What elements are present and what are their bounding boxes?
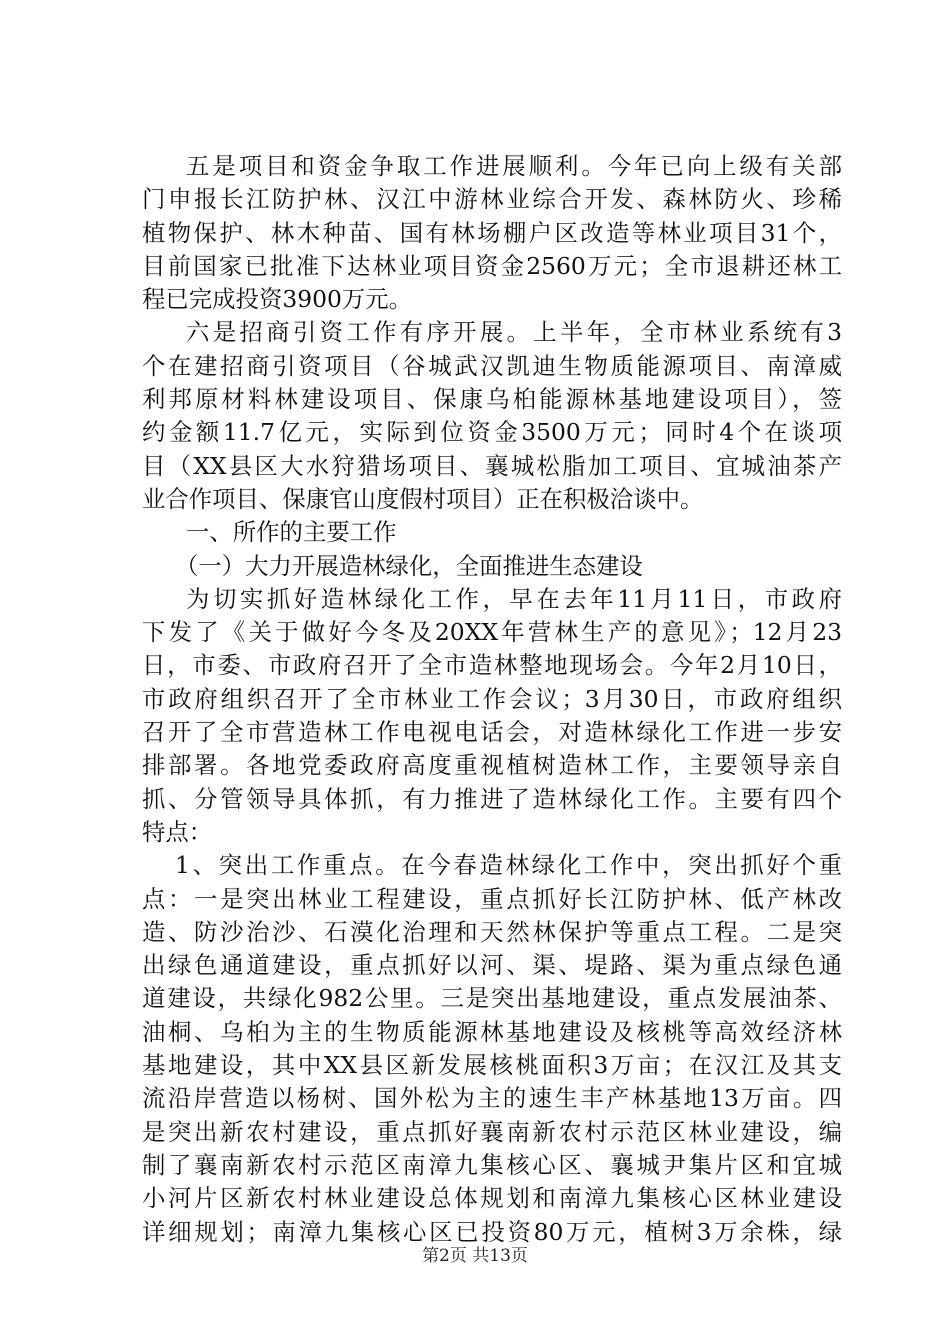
paragraph-line: 抓、分管领导具体抓，有力推进了造林绿化工作。主要有四个 <box>142 784 842 813</box>
paragraph-line: 造、防沙治沙、石漠化治理和天然林保护等重点工程。二是突 <box>142 917 842 946</box>
paragraph-line: 市政府组织召开了全市林业工作会议；3月30日，市政府组织 <box>142 684 842 713</box>
paragraph-line: 召开了全市营造林工作电视电话会，对造林绿化工作进一步安 <box>142 718 842 747</box>
document-body <box>142 150 842 1249</box>
paragraph-line: 详细规划；南漳九集核心区已投资80万元，植树3万余株，绿 <box>142 1217 842 1246</box>
section-heading: 一、所作的主要工作 <box>186 518 397 547</box>
subsection-heading: （一）大力开展造林绿化，全面推进生态建设 <box>175 551 643 580</box>
paragraph-line: 目（XX县区大水狩猎场项目、襄城松脂加工项目、宜城油茶产 <box>142 451 842 480</box>
paragraph-line: 道建设，共绿化982公里。三是突出基地建设，重点发展油茶、 <box>142 984 842 1013</box>
paragraph-line: 下发了《关于做好今冬及20XX年营林生产的意见》；12月23 <box>142 618 842 647</box>
paragraph-line: 个在建招商引资项目（谷城武汉凯迪生物质能源项目、南漳威 <box>142 351 842 380</box>
paragraph-line: 目前国家已批准下达林业项目资金2560万元；全市退耕还林工 <box>142 251 842 280</box>
paragraph-line: 日，市委、市政府召开了全市造林整地现场会。今年2月10日， <box>142 651 842 680</box>
paragraph-line: 特点： <box>142 817 213 846</box>
paragraph-line: 利邦原材料林建设项目、保康乌桕能源林基地建设项目），签 <box>142 385 842 414</box>
page-footer: 第2页 共13页 <box>422 1246 528 1266</box>
paragraph-line: 基地建设，其中XX县区新发展核桃面积3万亩；在汉江及其支 <box>142 1051 842 1080</box>
paragraph-line: 制了襄南新农村示范区南漳九集核心区、襄城尹集片区和宜城 <box>142 1150 842 1179</box>
paragraph-line: 门申报长江防护林、汉江中游林业综合开发、森林防火、珍稀 <box>142 185 842 214</box>
paragraph-line: 点：一是突出林业工程建设，重点抓好长江防护林、低产林改 <box>142 884 842 913</box>
paragraph-line: 植物保护、林木种苗、国有林场棚户区改造等林业项目31个， <box>142 218 842 247</box>
paragraph-line: 小河片区新农村林业建设总体规划和南漳九集核心区林业建设 <box>142 1184 842 1213</box>
paragraph-line: 业合作项目、保康官山度假村项目）正在积极洽谈中。 <box>142 484 704 513</box>
paragraph-line: 排部署。各地党委政府高度重视植树造林工作，主要领导亲自 <box>142 751 842 780</box>
paragraph-line: 1、突出工作重点。在今春造林绿化工作中，突出抓好个重 <box>175 851 842 880</box>
paragraph-line: 五是项目和资金争取工作进展顺利。今年已向上级有关部 <box>186 152 842 180</box>
paragraph-line: 约金额11.7亿元，实际到位资金3500万元；同时4个在谈项 <box>142 418 842 447</box>
paragraph-line: 流沿岸营造以杨树、国外松为主的速生丰产林基地13万亩。四 <box>142 1084 842 1113</box>
paragraph-line: 是突出新农村建设，重点抓好襄南新农村示范区林业建设，编 <box>142 1117 842 1146</box>
paragraph-line: 程已完成投资3900万元。 <box>142 285 413 314</box>
paragraph-line: 六是招商引资工作有序开展。上半年，全市林业系统有3 <box>186 318 842 347</box>
paragraph-line: 为切实抓好造林绿化工作，早在去年11月11日，市政府 <box>186 584 842 613</box>
paragraph-line: 油桐、乌桕为主的生物质能源林基地建设及核桃等高效经济林 <box>142 1017 842 1046</box>
paragraph-line: 出绿色通道建设，重点抓好以河、渠、堤路、渠为重点绿色通 <box>142 951 842 980</box>
